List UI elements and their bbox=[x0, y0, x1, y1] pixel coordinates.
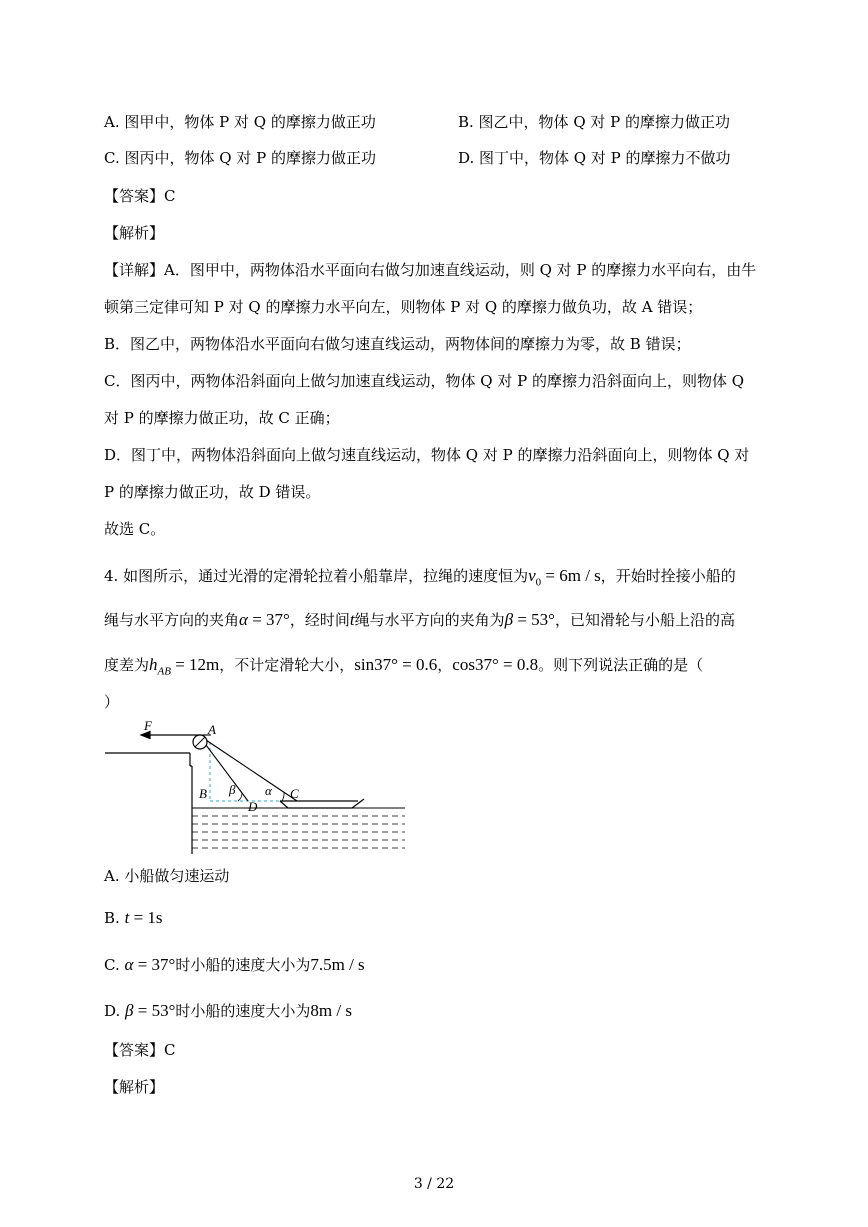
pulley-boat-figure bbox=[100, 716, 410, 858]
q4-stem-line-2: 绳与水平方向的夹角α = 37°，经时间t绳与水平方向的夹角为β = 53°，已知滑轮与小船上沿的高 bbox=[104, 610, 735, 629]
hab-formula: $h_{AB} = 12m$ bbox=[149, 655, 220, 678]
q4-analysis-label: 【解析】 bbox=[104, 1078, 165, 1096]
q3-detail-line: D．图丁中，两物体沿斜面向上做匀速直线运动，物体 Q 对 P 的摩擦力沿斜面向上，则物体 Q 对 bbox=[104, 446, 750, 464]
q4-stem-line-1: 4. 如图所示，通过光滑的定滑轮拉着小船靠岸，拉绳的速度恒为$v_0 = 6m / s$，开始时拴接小船的 bbox=[104, 566, 736, 589]
q3-detail-line: B．图乙中，两物体沿水平面向右做匀速直线运动，两物体间的摩擦力为零，故 B 错误； bbox=[104, 335, 691, 353]
q3-detail-line: P 的摩擦力做正功，故 D 错误。 bbox=[104, 483, 321, 501]
q4-option-a: A. 小船做匀速运动 bbox=[104, 867, 230, 885]
label-c: C bbox=[290, 786, 299, 801]
q3-detail-line: 对 P 的摩擦力做正功，故 C 正确； bbox=[104, 409, 340, 427]
q3-option-d: D. 图丁中，物体 Q 对 P 的摩擦力不做功 bbox=[458, 149, 731, 167]
label-f: F bbox=[144, 718, 152, 733]
q4-stem-line-4: ） bbox=[104, 693, 120, 711]
water-hatching bbox=[192, 816, 405, 848]
rope-lines bbox=[200, 735, 297, 801]
label-a: A bbox=[208, 722, 216, 737]
shore bbox=[105, 753, 192, 854]
q3-answer: 【答案】C bbox=[104, 187, 176, 205]
q3-option-c: C. 图丙中，物体 Q 对 P 的摩擦力做正功 bbox=[104, 149, 376, 167]
label-d: D bbox=[248, 799, 258, 814]
cos-formula: cos37° = 0.8 bbox=[452, 655, 539, 674]
t-symbol: t bbox=[349, 610, 355, 629]
label-alpha: α bbox=[265, 783, 272, 798]
q4-answer: 【答案】C bbox=[104, 1041, 176, 1059]
q4-stem-line-3: 度差为$h_{AB} = 12m$，不计定滑轮大小，sin37° = 0.6，cos37° = 0.8。则下列说法正确的是（ bbox=[104, 655, 704, 678]
q3-option-a: A. 图甲中，物体 P 对 Q 的摩擦力做正功 bbox=[104, 113, 376, 131]
beta-formula: β = 53° bbox=[504, 610, 555, 629]
q4-option-d: D. β = 53°时小船的速度大小为8m / s bbox=[104, 1001, 352, 1020]
page-number: 3 / 22 bbox=[413, 1176, 455, 1192]
alpha-formula: α = 37° bbox=[239, 610, 290, 629]
v0-formula: $v_0 = 6m / s$ bbox=[528, 566, 601, 589]
label-beta: β bbox=[229, 782, 236, 797]
q3-detail-line: 【详解】A．图甲中，两物体沿水平面向右做匀加速直线运动，则 Q 对 P 的摩擦力水平向右，由牛 bbox=[104, 261, 757, 279]
q3-detail-line: 顿第三定律可知 P 对 Q 的摩擦力水平向左，则物体 P 对 Q 的摩擦力做负功，故 A 错误； bbox=[104, 298, 703, 316]
label-b: B bbox=[199, 786, 207, 801]
q3-analysis-label: 【解析】 bbox=[104, 224, 165, 242]
q3-option-b: B. 图乙中，物体 Q 对 P 的摩擦力做正功 bbox=[458, 113, 731, 131]
sin-formula: sin37° = 0.6 bbox=[354, 655, 438, 674]
q4-option-c: C. α = 37°时小船的速度大小为7.5m / s bbox=[104, 955, 365, 974]
q3-detail-line: 故选 C。 bbox=[104, 520, 166, 538]
q3-detail-line: C．图丙中，两物体沿斜面向上做匀加速直线运动，物体 Q 对 P 的摩擦力沿斜面向上，则物体 Q bbox=[104, 372, 745, 390]
q4-option-b: B. t = 1s bbox=[104, 908, 163, 927]
